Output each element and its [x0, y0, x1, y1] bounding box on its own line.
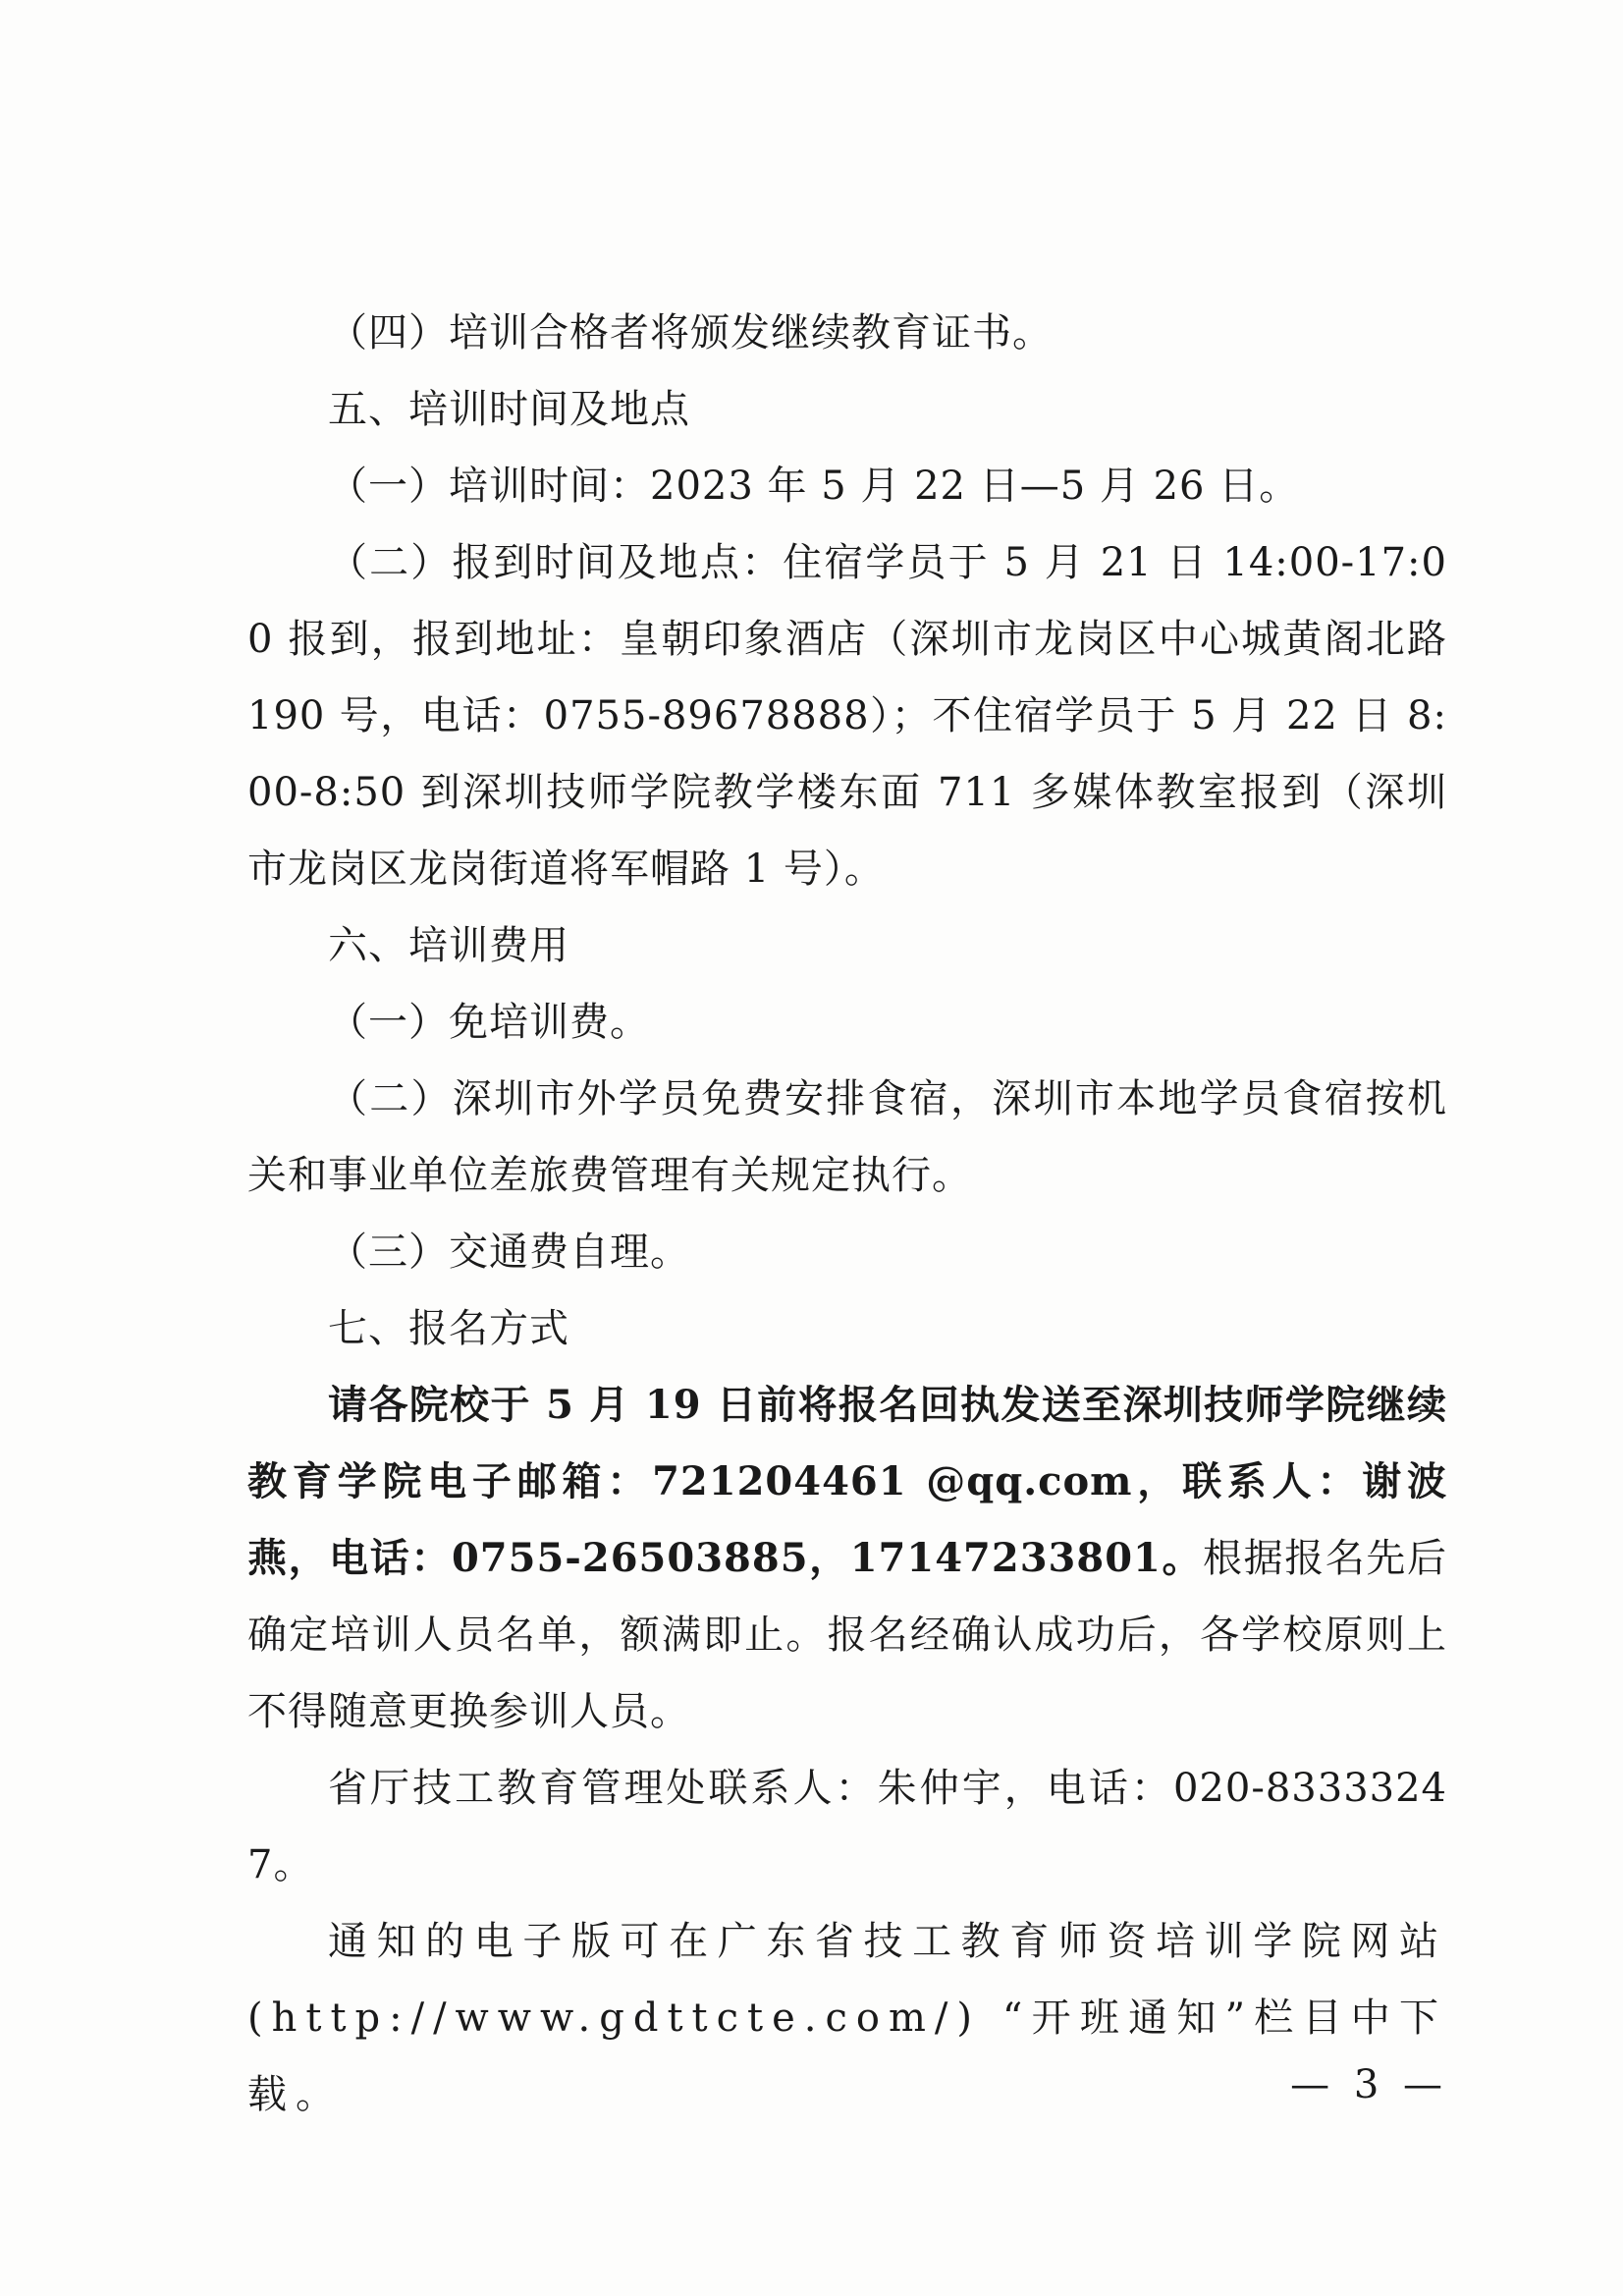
paragraph-certificate: （四）培训合格者将颁发继续教育证书。: [328, 310, 1053, 355]
section-heading-fees: 六、培训费用: [328, 923, 569, 968]
paragraph-download-notice: 通知的电子版可在广东省技工教育师资培训学院网站 (http://www.gdttcte.com/) “开班通知”栏目中下载。: [247, 1919, 1447, 2117]
paragraph-registration-location: （二）报到时间及地点：住宿学员于 5 月 21 日 14:00-17:00 报到，报到地址：皇朝印象酒店（深圳市龙岗区中心城黄阁北路 190 号，电话：0755-89678888）；不住宿学员于 5 月 22 日 8:00-8:50 到深圳技师学院教学楼东面 711 多媒体教室报到（深圳市龙岗区龙岗街道将军帽路 1 号）。: [247, 540, 1447, 892]
section-heading-time-location: 五、培训时间及地点: [328, 387, 690, 432]
paragraph-accommodation: （二）深圳市外学员免费安排食宿，深圳市本地学员食宿按机关和事业单位差旅费管理有关规定执行。: [247, 1076, 1447, 1198]
registration-bold-text: 请各院校于 5 月 19 日前将报名回执发送至深圳技师学院继续教育学院电子邮箱：721204461 @qq.com，联系人：谢波燕，电话：0755-26503885，17147233801。: [247, 1382, 1447, 1581]
page-number: — 3 —: [1290, 2062, 1448, 2107]
paragraph-fee-waiver: （一）免培训费。: [328, 1000, 650, 1045]
paragraph-training-time: （一）培训时间：2023 年 5 月 22 日—5 月 26 日。: [328, 464, 1300, 509]
paragraph-transport: （三）交通费自理。: [328, 1230, 690, 1275]
paragraph-registration-method: [247, 1367, 1447, 1750]
section-heading-registration: 七、报名方式: [328, 1306, 569, 1351]
registration-normal-text: 根据报名先后确定培训人员名单，额满即止。报名经确认成功后，各学校原则上不得随意更换参训人员。: [247, 1536, 1447, 1734]
paragraph-contact: 省厅技工教育管理处联系人：朱仲宇，电话：020-83333247。: [247, 1766, 1447, 1887]
document-body: [247, 295, 1447, 2133]
